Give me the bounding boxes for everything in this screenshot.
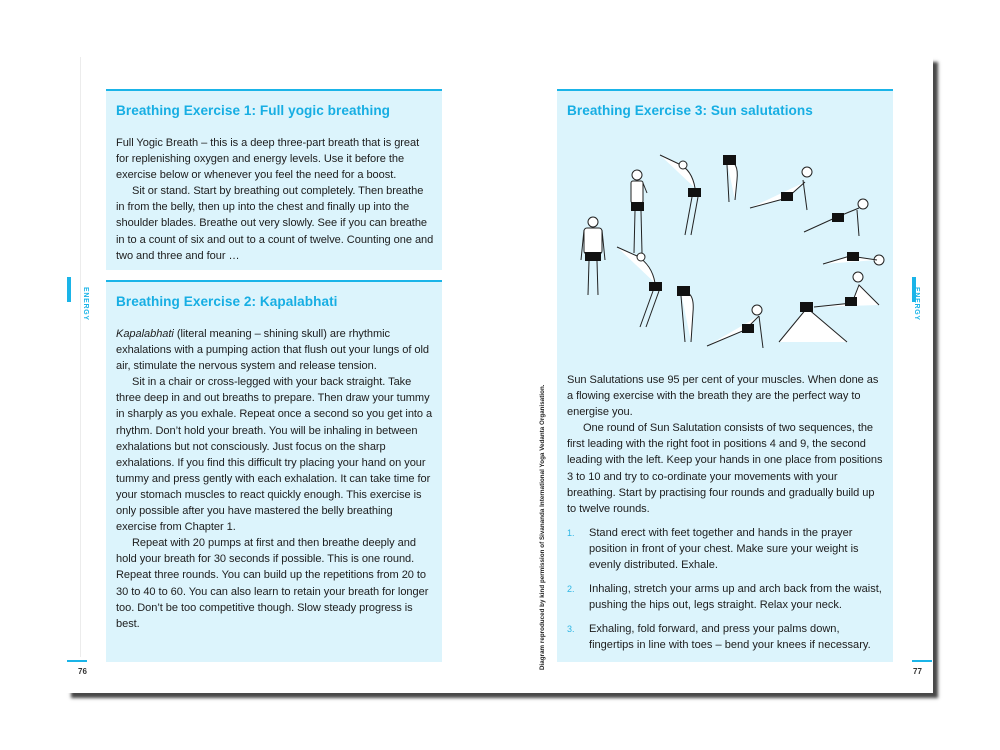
- exercise-2-paragraph: Repeat with 20 pumps at first and then breathe deeply and hold your breath for 30 seconds if possible. This is one round. Repeat three rounds. You can build up the repetitions from 20 to 30 to 40 to 60. You can also learn to retain your breath for longer too. Don’t be too competitive though. Slow steady progress is best.: [116, 537, 429, 630]
- exercise-3-title: Breathing Exercise 3: Sun salutations: [567, 103, 813, 118]
- folio-rule-left: [67, 660, 87, 662]
- step-text: Inhaling, stretch your arms up and arch back from the waist, pushing the hips out, legs straight. Relax your neck.: [589, 583, 882, 612]
- kapalabhati-term: Kapalabhati: [116, 328, 174, 340]
- section-label-right: ENERGY: [913, 287, 920, 321]
- pose-10-lunge: [707, 305, 763, 348]
- step-text: Exhaling, fold forward, and press your palms down, fingertips in line with toes – bend your knees if necessary.: [589, 623, 871, 652]
- exercise-2-title: Breathing Exercise 2: Kapalabhati: [116, 294, 338, 309]
- step-number: 2.: [567, 584, 575, 595]
- page-number-left: 76: [78, 667, 87, 676]
- step-number: 1.: [567, 527, 575, 538]
- pose-5-lunge: [750, 167, 812, 210]
- pose-8-cobra: [814, 272, 879, 307]
- exercise-1-title: Breathing Exercise 1: Full yogic breathing: [116, 103, 391, 118]
- diagram-credit: Diagram reproduced by kind permission of Sivananda International Yoga Vedanta Organisation.: [539, 384, 546, 670]
- page-edge-line: [80, 57, 81, 657]
- exercise-2-intro-text: (literal meaning – shining skull) are rhythmic exhalations with a pumping action that flush out your lungs of old air, stimulate the nervous system and release tension.: [116, 328, 429, 373]
- exercise-1-paragraph: Full Yogic Breath – this is a deep three-part breath that is great for replenishing oxygen and energy levels. Use it before the exercise below or whenever you feel the need for a boost.: [116, 137, 420, 182]
- exercise-2-intro: [116, 326, 434, 374]
- exercise-2-box: [106, 280, 442, 662]
- pose-1-standing: [581, 217, 605, 295]
- pose-6-plank: [804, 199, 868, 236]
- exercise-2-paragraph: Sit in a chair or cross-legged with your back straight. Take three deep in and out breaths to prepare. Then draw your tummy in sharply as you exhale. Repeat once a second so you get into a rhythm. Don’t hold your breath. You will be inhaling in between exhalations but not consciously. Just focus on the sharp exhalations. If you find this difficult try placing your hand on your tummy and press gently with each exhalation. It can take time for your stomach muscles to react quickly enough. This exercise is only possible after you have mastered the belly breathing exercise from Chapter 1.: [116, 376, 433, 534]
- pose-9-downward-dog: [779, 302, 847, 342]
- sun-salutation-illustration: [567, 120, 885, 354]
- pose-2-prayer: [631, 170, 647, 253]
- exercise-1-box: [106, 89, 442, 270]
- folio-rule-right: [912, 660, 932, 662]
- exercise-3-paragraph: Sun Salutations use 95 per cent of your muscles. When done as a flowing exercise with the breath they are the perfect way to energise you.: [567, 374, 879, 419]
- pose-12-arch-back: [617, 247, 662, 327]
- sun-salutation-diagram: [567, 120, 885, 354]
- exercise-3-paragraph: One round of Sun Salutation consists of two sequences, the first leading with the right foot in positions 4 and 9, the second leading with the left. Keep your hands in one place from positions 3 to 10 and try to co-ordinate your movements with your breathing. Start by practising four rounds and gradually build up to twelve rounds.: [567, 422, 883, 515]
- section-tab-marker-left: [67, 277, 71, 302]
- step-text: Stand erect with feet together and hands in the prayer position in front of your chest. Make sure your weight is evenly distributed. Exhale.: [589, 526, 859, 572]
- page-number-right: 77: [913, 667, 922, 676]
- step-item: [567, 621, 885, 653]
- pose-11-forward-fold: [677, 286, 693, 342]
- exercise-3-box: [557, 89, 893, 662]
- pose-7-eight-limbs: [823, 252, 884, 265]
- pose-4-forward-fold: [723, 155, 737, 202]
- steps-list: [567, 525, 885, 654]
- step-item: [567, 581, 885, 613]
- step-number: 3.: [567, 624, 575, 635]
- pose-3-arch-back: [660, 155, 701, 235]
- section-label-left: ENERGY: [82, 287, 89, 321]
- step-item: [567, 525, 885, 573]
- exercise-1-paragraph: Sit or stand. Start by breathing out completely. Then breathe in from the belly, then up into the chest and finally up into the shoulder blades. Breathe out very slowly. See if you can breathe in to a count of six and out to a count of twelve. Counting one and two and three and four …: [116, 185, 434, 262]
